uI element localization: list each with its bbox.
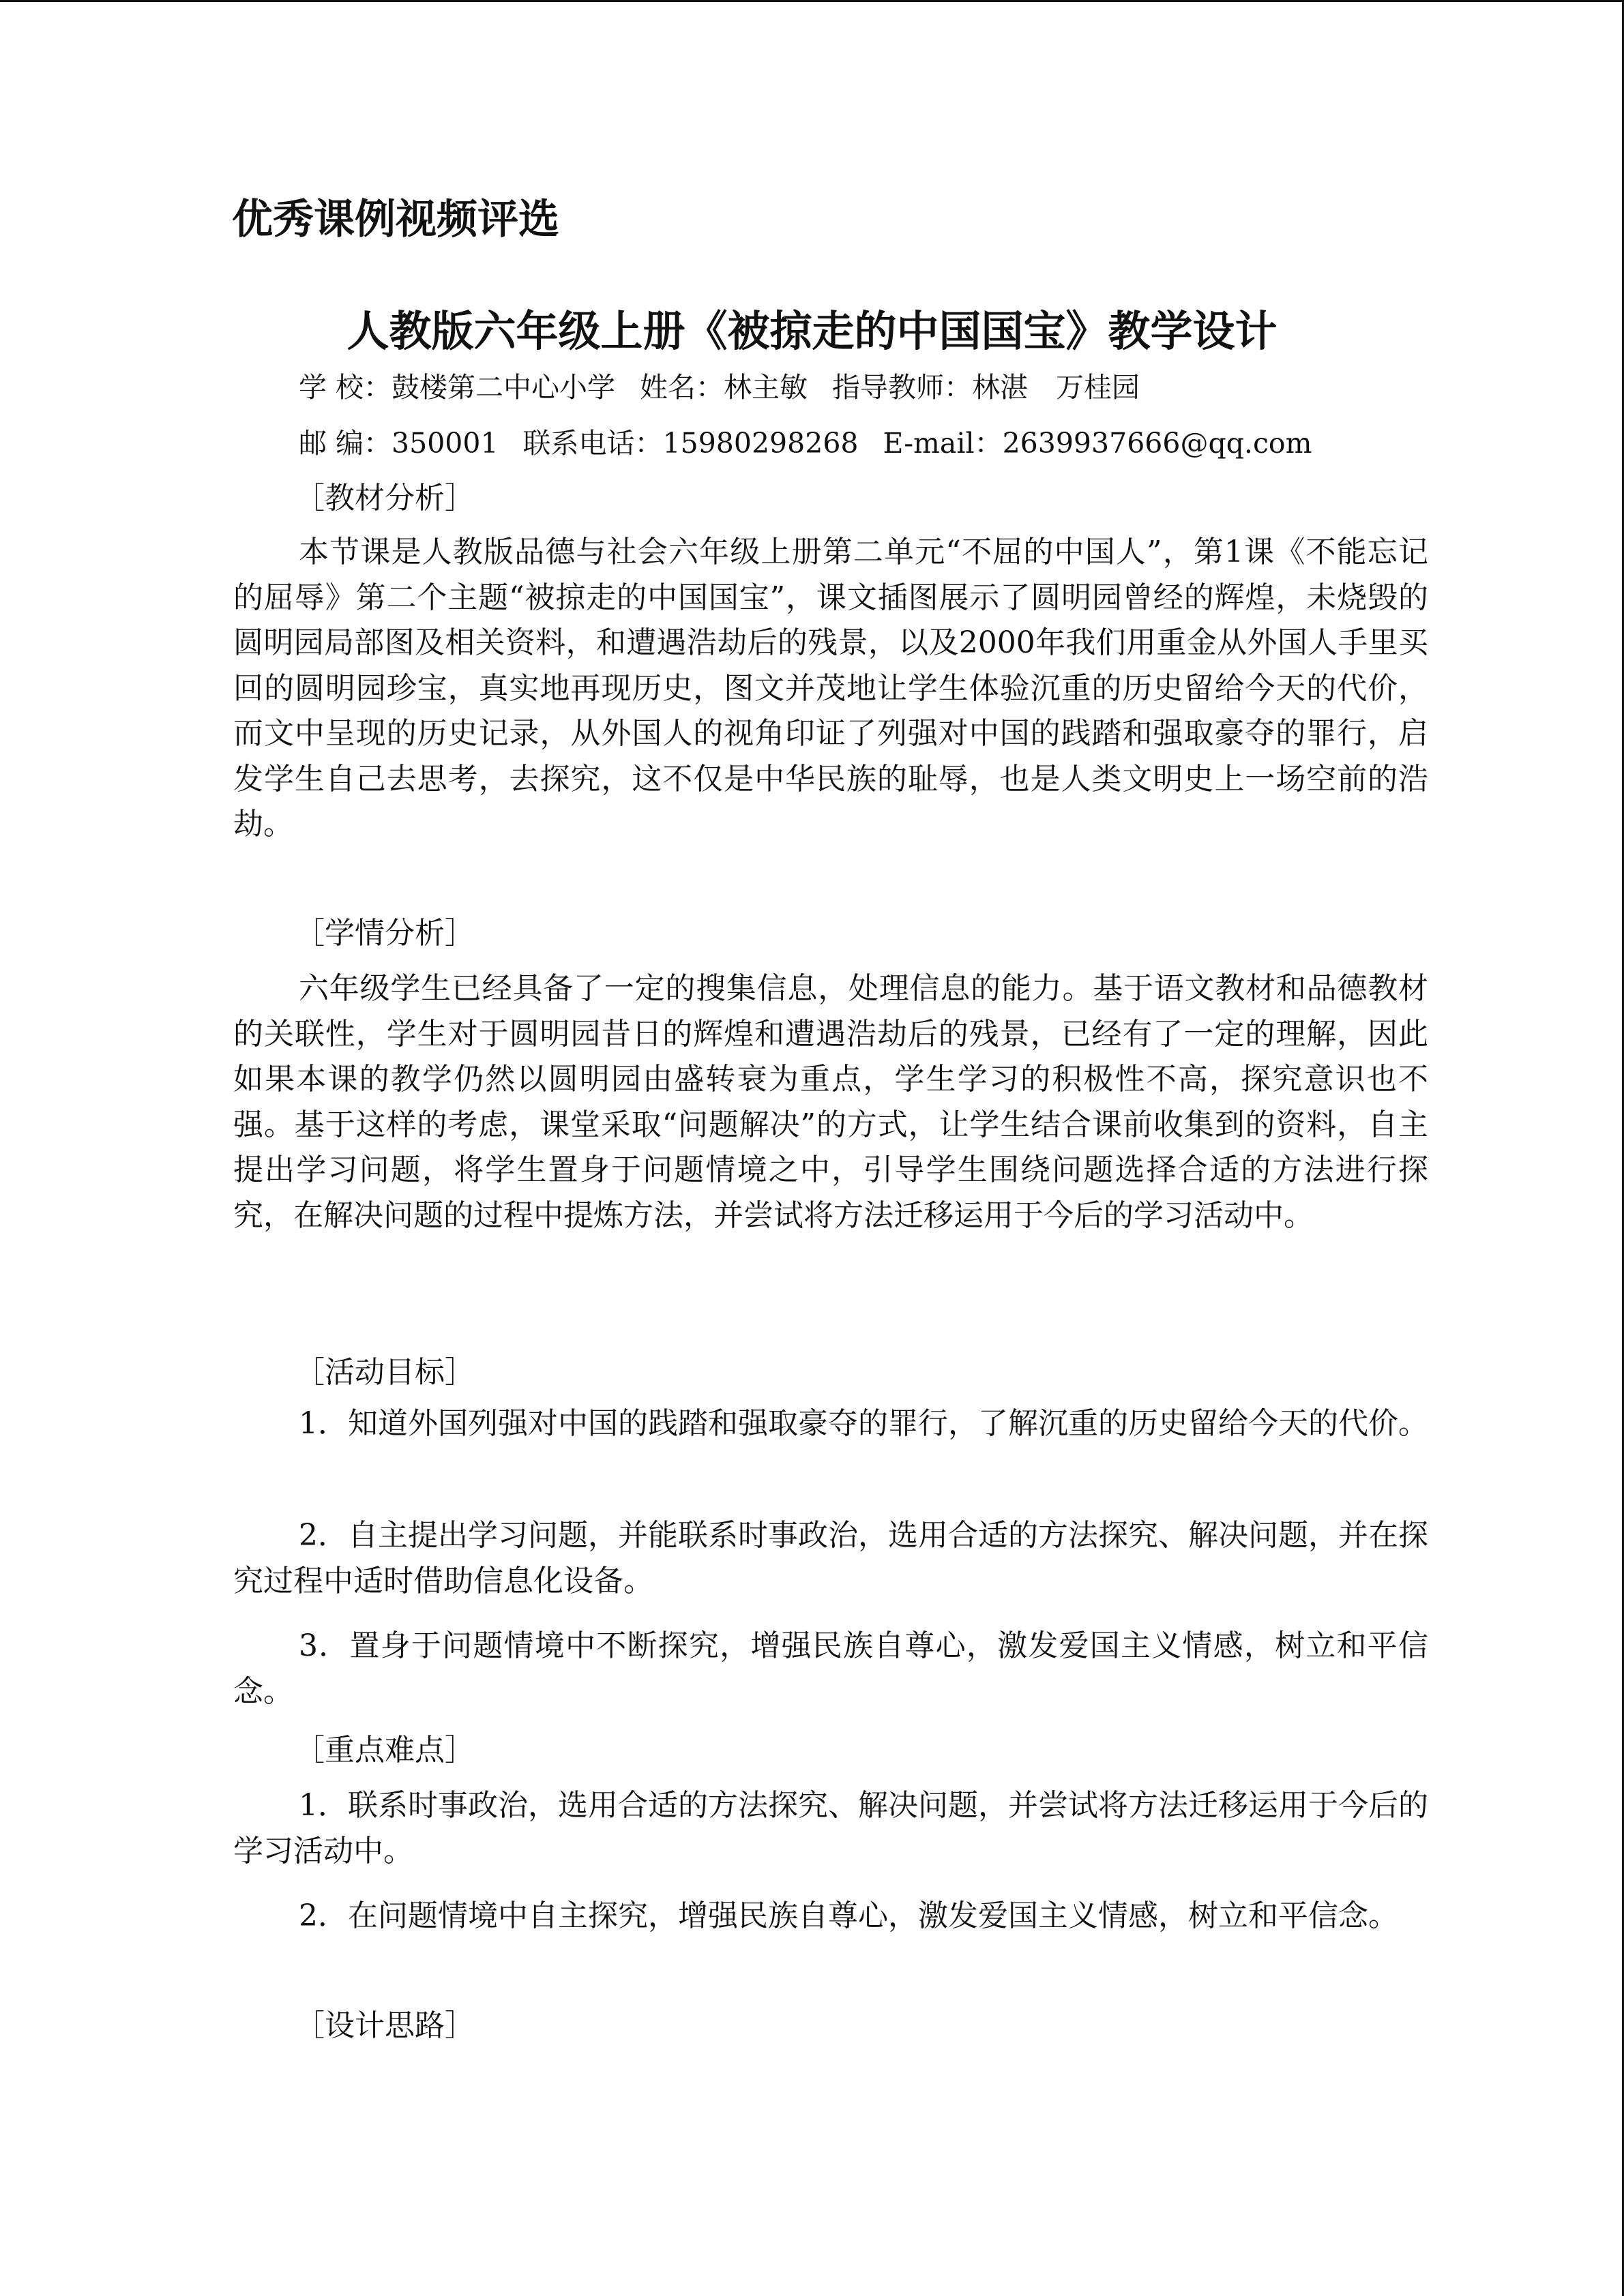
section-heading-key-points: ［重点难点］	[295, 1733, 475, 1768]
paragraph-textbook-analysis: 本节课是人教版品德与社会六年级上册第二单元“不屈的中国人”，第1课《不能忘记的屈辱》第二个主题“被掠走的中国国宝”，课文插图展示了圆明园曾经的辉煌，未烧毁的圆明园局部图及相关资料，和遭遇浩劫后的残景，以及2000年我们用重金从外国人手里买回的圆明园珍宝，真实地再现历史，图文并茂地让学生体验沉重的历史留给今天的代价，而文中呈现的历史记录，从外国人的视角印证了列强对中国的践踏和强取豪夺的罪行，启发学生自己去思考，去探究，这不仅是中华民族的耻辱，也是人类文明史上一场空前的浩劫。	[233, 535, 1428, 841]
objective-item: 1．知道外国列强对中国的践踏和强取豪夺的罪行，了解沉重的历史留给今天的代价。	[299, 1406, 1428, 1441]
section-heading-objectives: ［活动目标］	[295, 1355, 475, 1390]
document-title: 人教版六年级上册《被掠走的中国国宝》教学设计	[346, 306, 1278, 356]
page-border-top	[0, 0, 1624, 2]
section-heading-textbook-analysis: ［教材分析］	[295, 481, 475, 516]
author-info-line	[299, 367, 1140, 408]
school-info: 学 校：鼓楼第二中心小学	[299, 371, 616, 404]
phone-info: 联系电话：15980298268	[522, 427, 859, 460]
section-heading-design-ideas: ［设计思路］	[295, 2008, 475, 2043]
paragraph-student-analysis: 六年级学生已经具备了一定的搜集信息，处理信息的能力。基于语文教材和品德教材的关联性，学生对于圆明园昔日的辉煌和遭遇浩劫后的残景，已经有了一定的理解，因此如果本课的教学仍然以圆明园由盛转衰为重点，学生学习的积极性不高，探究意识也不强。基于这样的考虑，课堂采取“问题解决”的方式，让学生结合课前收集到的资料，自主提出学习问题，将学生置身于问题情境之中，引导学生围绕问题选择合适的方法进行探究，在解决问题的过程中提炼方法，并尝试将方法迁移运用于今后的学习活动中。	[233, 971, 1428, 1233]
objective-item: 2．自主提出学习问题，并能联系时事政治，选用合适的方法探究、解决问题，并在探究过程中适时借助信息化设备。	[233, 1518, 1428, 1598]
contact-info-line	[299, 423, 1312, 464]
email-info: E-mail：2639937666@qq.com	[883, 427, 1312, 460]
objective-item: 3．置身于问题情境中不断探究，增强民族自尊心，激发爱国主义情感，树立和平信念。	[233, 1628, 1428, 1709]
key-point-item: 1．联系时事政治，选用合适的方法探究、解决问题，并尝试将方法迁移运用于今后的学习活动中。	[233, 1788, 1428, 1868]
section-heading-student-analysis: ［学情分析］	[295, 916, 475, 951]
key-point-item: 2．在问题情境中自主探究，增强民族自尊心，激发爱国主义情感，树立和平信念。	[299, 1898, 1398, 1933]
document-category-label: 优秀课例视频评选	[232, 196, 559, 243]
advisor-info: 指导教师：林湛 万桂园	[832, 371, 1140, 404]
author-name: 姓名：林主敏	[640, 371, 808, 404]
postcode-info: 邮 编：350001	[299, 427, 499, 460]
